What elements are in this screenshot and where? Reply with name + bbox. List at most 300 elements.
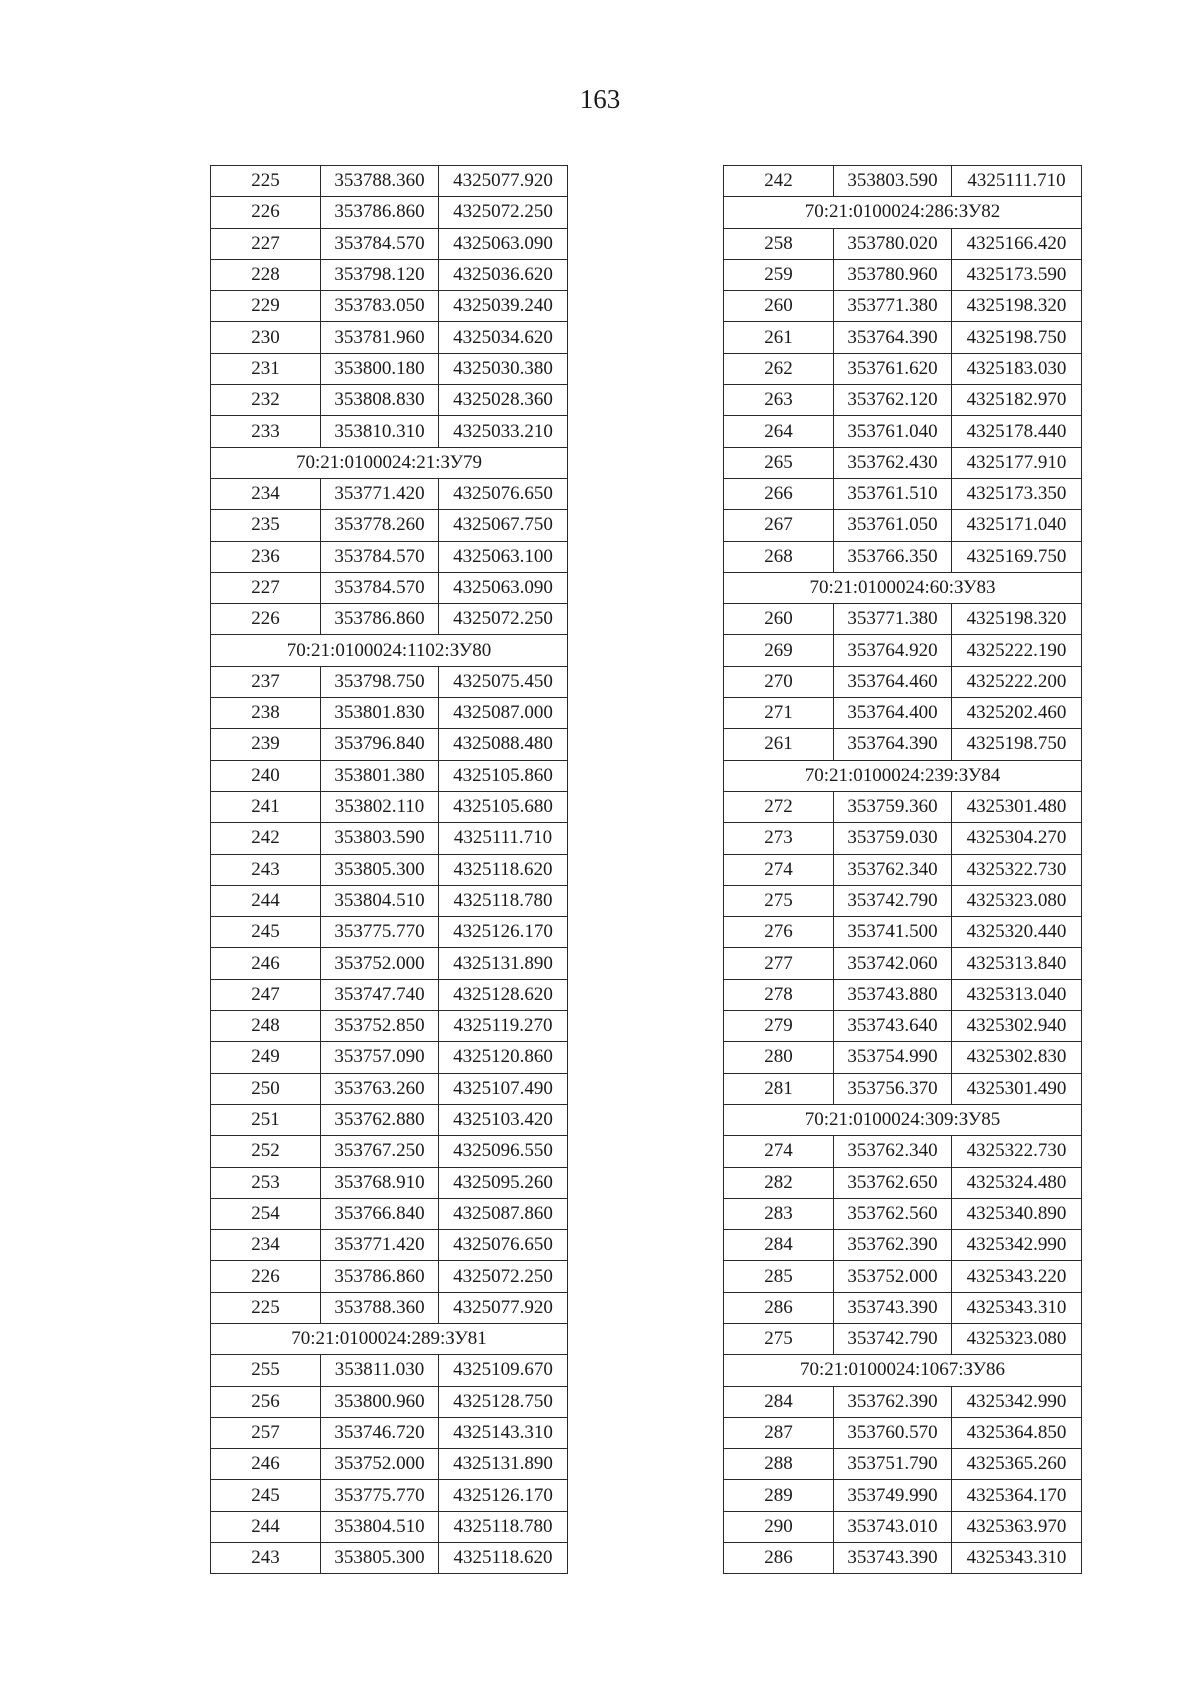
table-row xyxy=(724,510,1082,541)
cadastral-section-title: 70:21:0100024:286:ЗУ82 xyxy=(724,197,1082,228)
y-coordinate-cell: 4325324.480 xyxy=(952,1167,1082,1198)
x-coordinate-cell: 353762.390 xyxy=(834,1230,952,1261)
y-coordinate-cell: 4325118.780 xyxy=(439,885,568,916)
x-coordinate-cell: 353752.000 xyxy=(834,1261,952,1292)
table-row xyxy=(724,322,1082,353)
point-number-cell: 287 xyxy=(724,1417,834,1448)
x-coordinate-cell: 353810.310 xyxy=(321,416,439,447)
x-coordinate-cell: 353762.880 xyxy=(321,1104,439,1135)
table-row xyxy=(211,1042,568,1073)
point-number-cell: 285 xyxy=(724,1261,834,1292)
table-row xyxy=(211,823,568,854)
x-coordinate-cell: 353801.830 xyxy=(321,698,439,729)
point-number-cell: 270 xyxy=(724,666,834,697)
y-coordinate-cell: 4325067.750 xyxy=(439,510,568,541)
point-number-cell: 284 xyxy=(724,1230,834,1261)
table-row xyxy=(211,572,568,603)
point-number-cell: 286 xyxy=(724,1543,834,1574)
x-coordinate-cell: 353759.030 xyxy=(834,823,952,854)
point-number-cell: 229 xyxy=(211,291,321,322)
page-number: 163 xyxy=(579,84,621,114)
y-coordinate-cell: 4325118.780 xyxy=(439,1511,568,1542)
y-coordinate-cell: 4325036.620 xyxy=(439,259,568,290)
point-number-cell: 271 xyxy=(724,698,834,729)
point-number-cell: 273 xyxy=(724,823,834,854)
point-number-cell: 243 xyxy=(211,854,321,885)
table-row xyxy=(724,1042,1082,1073)
x-coordinate-cell: 353762.120 xyxy=(834,385,952,416)
table-row xyxy=(724,385,1082,416)
point-number-cell: 249 xyxy=(211,1042,321,1073)
table-row xyxy=(724,1073,1082,1104)
y-coordinate-cell: 4325343.220 xyxy=(952,1261,1082,1292)
point-number-cell: 225 xyxy=(211,1292,321,1323)
y-coordinate-cell: 4325030.380 xyxy=(439,353,568,384)
x-coordinate-cell: 353767.250 xyxy=(321,1136,439,1167)
y-coordinate-cell: 4325365.260 xyxy=(952,1449,1082,1480)
x-coordinate-cell: 353766.840 xyxy=(321,1198,439,1229)
y-coordinate-cell: 4325126.170 xyxy=(439,917,568,948)
y-coordinate-cell: 4325109.670 xyxy=(439,1355,568,1386)
table-row xyxy=(724,1136,1082,1167)
table-row xyxy=(211,1386,568,1417)
table-row xyxy=(724,698,1082,729)
table-row xyxy=(211,729,568,760)
x-coordinate-cell: 353766.350 xyxy=(834,541,952,572)
y-coordinate-cell: 4325222.200 xyxy=(952,666,1082,697)
x-coordinate-cell: 353786.860 xyxy=(321,604,439,635)
y-coordinate-cell: 4325063.090 xyxy=(439,228,568,259)
table-row xyxy=(724,478,1082,509)
y-coordinate-cell: 4325343.310 xyxy=(952,1543,1082,1574)
table-row xyxy=(211,979,568,1010)
table-row xyxy=(211,228,568,259)
y-coordinate-cell: 4325171.040 xyxy=(952,510,1082,541)
table-row xyxy=(724,1417,1082,1448)
y-coordinate-cell: 4325320.440 xyxy=(952,917,1082,948)
y-coordinate-cell: 4325342.990 xyxy=(952,1230,1082,1261)
table-row xyxy=(724,854,1082,885)
y-coordinate-cell: 4325322.730 xyxy=(952,1136,1082,1167)
x-coordinate-cell: 353804.510 xyxy=(321,885,439,916)
y-coordinate-cell: 4325075.450 xyxy=(439,666,568,697)
point-number-cell: 241 xyxy=(211,791,321,822)
x-coordinate-cell: 353754.990 xyxy=(834,1042,952,1073)
point-number-cell: 256 xyxy=(211,1386,321,1417)
y-coordinate-cell: 4325118.620 xyxy=(439,854,568,885)
point-number-cell: 290 xyxy=(724,1511,834,1542)
point-number-cell: 284 xyxy=(724,1386,834,1417)
y-coordinate-cell: 4325039.240 xyxy=(439,291,568,322)
y-coordinate-cell: 4325105.860 xyxy=(439,760,568,791)
point-number-cell: 243 xyxy=(211,1543,321,1574)
x-coordinate-cell: 353757.090 xyxy=(321,1042,439,1073)
y-coordinate-cell: 4325169.750 xyxy=(952,541,1082,572)
x-coordinate-cell: 353762.340 xyxy=(834,1136,952,1167)
table-row xyxy=(211,1511,568,1542)
x-coordinate-cell: 353775.770 xyxy=(321,1480,439,1511)
x-coordinate-cell: 353764.400 xyxy=(834,698,952,729)
y-coordinate-cell: 4325302.940 xyxy=(952,1011,1082,1042)
y-coordinate-cell: 4325364.170 xyxy=(952,1480,1082,1511)
table-row xyxy=(211,698,568,729)
x-coordinate-cell: 353760.570 xyxy=(834,1417,952,1448)
x-coordinate-cell: 353771.420 xyxy=(321,1230,439,1261)
table-row xyxy=(211,353,568,384)
y-coordinate-cell: 4325103.420 xyxy=(439,1104,568,1135)
point-number-cell: 246 xyxy=(211,1449,321,1480)
y-coordinate-cell: 4325198.750 xyxy=(952,322,1082,353)
point-number-cell: 282 xyxy=(724,1167,834,1198)
table-row xyxy=(211,666,568,697)
point-number-cell: 228 xyxy=(211,259,321,290)
point-number-cell: 225 xyxy=(211,166,321,197)
point-number-cell: 269 xyxy=(724,635,834,666)
y-coordinate-cell: 4325105.680 xyxy=(439,791,568,822)
table-row xyxy=(211,478,568,509)
point-number-cell: 258 xyxy=(724,228,834,259)
x-coordinate-cell: 353746.720 xyxy=(321,1417,439,1448)
y-coordinate-cell: 4325077.920 xyxy=(439,1292,568,1323)
x-coordinate-cell: 353798.120 xyxy=(321,259,439,290)
point-number-cell: 226 xyxy=(211,1261,321,1292)
table-row xyxy=(724,228,1082,259)
table-row xyxy=(211,1261,568,1292)
point-number-cell: 226 xyxy=(211,197,321,228)
table-row xyxy=(724,1386,1082,1417)
table-row xyxy=(211,166,568,197)
point-number-cell: 264 xyxy=(724,416,834,447)
point-number-cell: 230 xyxy=(211,322,321,353)
point-number-cell: 252 xyxy=(211,1136,321,1167)
x-coordinate-cell: 353803.590 xyxy=(834,166,952,197)
y-coordinate-cell: 4325033.210 xyxy=(439,416,568,447)
table-row xyxy=(724,1198,1082,1229)
y-coordinate-cell: 4325131.890 xyxy=(439,1449,568,1480)
y-coordinate-cell: 4325322.730 xyxy=(952,854,1082,885)
x-coordinate-cell: 353743.390 xyxy=(834,1543,952,1574)
y-coordinate-cell: 4325118.620 xyxy=(439,1543,568,1574)
table-row xyxy=(211,1417,568,1448)
x-coordinate-cell: 353780.960 xyxy=(834,259,952,290)
point-number-cell: 231 xyxy=(211,353,321,384)
point-number-cell: 265 xyxy=(724,447,834,478)
x-coordinate-cell: 353802.110 xyxy=(321,791,439,822)
point-number-cell: 275 xyxy=(724,885,834,916)
x-coordinate-cell: 353759.360 xyxy=(834,791,952,822)
x-coordinate-cell: 353764.390 xyxy=(834,729,952,760)
table-row xyxy=(211,510,568,541)
y-coordinate-cell: 4325028.360 xyxy=(439,385,568,416)
y-coordinate-cell: 4325313.840 xyxy=(952,948,1082,979)
x-coordinate-cell: 353761.050 xyxy=(834,510,952,541)
point-number-cell: 275 xyxy=(724,1323,834,1354)
y-coordinate-cell: 4325120.860 xyxy=(439,1042,568,1073)
table-row xyxy=(724,447,1082,478)
y-coordinate-cell: 4325063.100 xyxy=(439,541,568,572)
point-number-cell: 277 xyxy=(724,948,834,979)
table-row xyxy=(211,541,568,572)
y-coordinate-cell: 4325313.040 xyxy=(952,979,1082,1010)
x-coordinate-cell: 353764.460 xyxy=(834,666,952,697)
y-coordinate-cell: 4325222.190 xyxy=(952,635,1082,666)
point-number-cell: 234 xyxy=(211,1230,321,1261)
point-number-cell: 226 xyxy=(211,604,321,635)
table-row xyxy=(724,416,1082,447)
table-row xyxy=(211,1073,568,1104)
section-header-row xyxy=(724,197,1082,228)
table-row xyxy=(724,666,1082,697)
y-coordinate-cell: 4325131.890 xyxy=(439,948,568,979)
table-row xyxy=(724,1480,1082,1511)
x-coordinate-cell: 353784.570 xyxy=(321,541,439,572)
table-row xyxy=(211,385,568,416)
y-coordinate-cell: 4325173.350 xyxy=(952,478,1082,509)
point-number-cell: 288 xyxy=(724,1449,834,1480)
table-row xyxy=(211,416,568,447)
x-coordinate-cell: 353800.180 xyxy=(321,353,439,384)
table-row xyxy=(211,1480,568,1511)
table-row xyxy=(724,259,1082,290)
section-header-row xyxy=(724,1355,1082,1386)
coordinates-table-right xyxy=(723,165,1082,1574)
point-number-cell: 279 xyxy=(724,1011,834,1042)
y-coordinate-cell: 4325107.490 xyxy=(439,1073,568,1104)
cadastral-section-title: 70:21:0100024:239:ЗУ84 xyxy=(724,760,1082,791)
cadastral-section-title: 70:21:0100024:1067:ЗУ86 xyxy=(724,1355,1082,1386)
y-coordinate-cell: 4325183.030 xyxy=(952,353,1082,384)
point-number-cell: 244 xyxy=(211,885,321,916)
point-number-cell: 255 xyxy=(211,1355,321,1386)
y-coordinate-cell: 4325304.270 xyxy=(952,823,1082,854)
x-coordinate-cell: 353784.570 xyxy=(321,572,439,603)
x-coordinate-cell: 353756.370 xyxy=(834,1073,952,1104)
x-coordinate-cell: 353780.020 xyxy=(834,228,952,259)
table-row xyxy=(211,854,568,885)
y-coordinate-cell: 4325076.650 xyxy=(439,478,568,509)
point-number-cell: 234 xyxy=(211,478,321,509)
cadastral-section-title: 70:21:0100024:60:ЗУ83 xyxy=(724,572,1082,603)
table-row xyxy=(724,604,1082,635)
table-row xyxy=(724,353,1082,384)
table-row xyxy=(724,823,1082,854)
y-coordinate-cell: 4325343.310 xyxy=(952,1292,1082,1323)
x-coordinate-cell: 353764.390 xyxy=(834,322,952,353)
point-number-cell: 289 xyxy=(724,1480,834,1511)
y-coordinate-cell: 4325364.850 xyxy=(952,1417,1082,1448)
y-coordinate-cell: 4325088.480 xyxy=(439,729,568,760)
y-coordinate-cell: 4325076.650 xyxy=(439,1230,568,1261)
section-header-row xyxy=(211,635,568,666)
table-row xyxy=(211,1230,568,1261)
table-row xyxy=(724,1323,1082,1354)
x-coordinate-cell: 353786.860 xyxy=(321,1261,439,1292)
point-number-cell: 283 xyxy=(724,1198,834,1229)
x-coordinate-cell: 353762.390 xyxy=(834,1386,952,1417)
point-number-cell: 248 xyxy=(211,1011,321,1042)
x-coordinate-cell: 353788.360 xyxy=(321,166,439,197)
table-row xyxy=(211,948,568,979)
point-number-cell: 235 xyxy=(211,510,321,541)
y-coordinate-cell: 4325323.080 xyxy=(952,1323,1082,1354)
y-coordinate-cell: 4325342.990 xyxy=(952,1386,1082,1417)
x-coordinate-cell: 353800.960 xyxy=(321,1386,439,1417)
x-coordinate-cell: 353751.790 xyxy=(834,1449,952,1480)
y-coordinate-cell: 4325087.860 xyxy=(439,1198,568,1229)
x-coordinate-cell: 353811.030 xyxy=(321,1355,439,1386)
cadastral-section-title: 70:21:0100024:1102:ЗУ80 xyxy=(211,635,568,666)
table-row xyxy=(724,1261,1082,1292)
point-number-cell: 244 xyxy=(211,1511,321,1542)
x-coordinate-cell: 353741.500 xyxy=(834,917,952,948)
point-number-cell: 239 xyxy=(211,729,321,760)
point-number-cell: 261 xyxy=(724,729,834,760)
point-number-cell: 242 xyxy=(724,166,834,197)
x-coordinate-cell: 353749.990 xyxy=(834,1480,952,1511)
point-number-cell: 245 xyxy=(211,1480,321,1511)
x-coordinate-cell: 353742.790 xyxy=(834,1323,952,1354)
y-coordinate-cell: 4325202.460 xyxy=(952,698,1082,729)
section-header-row xyxy=(211,447,568,478)
y-coordinate-cell: 4325111.710 xyxy=(952,166,1082,197)
y-coordinate-cell: 4325063.090 xyxy=(439,572,568,603)
x-coordinate-cell: 353771.380 xyxy=(834,291,952,322)
x-coordinate-cell: 353752.000 xyxy=(321,1449,439,1480)
x-coordinate-cell: 353761.510 xyxy=(834,478,952,509)
x-coordinate-cell: 353805.300 xyxy=(321,854,439,885)
y-coordinate-cell: 4325096.550 xyxy=(439,1136,568,1167)
point-number-cell: 268 xyxy=(724,541,834,572)
x-coordinate-cell: 353805.300 xyxy=(321,1543,439,1574)
y-coordinate-cell: 4325340.890 xyxy=(952,1198,1082,1229)
x-coordinate-cell: 353804.510 xyxy=(321,1511,439,1542)
y-coordinate-cell: 4325198.320 xyxy=(952,291,1082,322)
point-number-cell: 232 xyxy=(211,385,321,416)
x-coordinate-cell: 353801.380 xyxy=(321,760,439,791)
y-coordinate-cell: 4325034.620 xyxy=(439,322,568,353)
coordinates-table-left xyxy=(210,165,568,1574)
y-coordinate-cell: 4325182.970 xyxy=(952,385,1082,416)
table-row xyxy=(211,1167,568,1198)
table-row xyxy=(724,948,1082,979)
table-row xyxy=(724,635,1082,666)
point-number-cell: 250 xyxy=(211,1073,321,1104)
x-coordinate-cell: 353763.260 xyxy=(321,1073,439,1104)
table-row xyxy=(724,1292,1082,1323)
table-row xyxy=(724,791,1082,822)
point-number-cell: 257 xyxy=(211,1417,321,1448)
section-header-row xyxy=(724,1104,1082,1135)
x-coordinate-cell: 353778.260 xyxy=(321,510,439,541)
point-number-cell: 227 xyxy=(211,228,321,259)
x-coordinate-cell: 353775.770 xyxy=(321,917,439,948)
section-header-row xyxy=(724,572,1082,603)
table-row xyxy=(211,917,568,948)
y-coordinate-cell: 4325072.250 xyxy=(439,1261,568,1292)
point-number-cell: 280 xyxy=(724,1042,834,1073)
table-row xyxy=(211,1104,568,1135)
table-row xyxy=(211,1136,568,1167)
point-number-cell: 253 xyxy=(211,1167,321,1198)
y-coordinate-cell: 4325173.590 xyxy=(952,259,1082,290)
y-coordinate-cell: 4325323.080 xyxy=(952,885,1082,916)
cadastral-section-title: 70:21:0100024:309:ЗУ85 xyxy=(724,1104,1082,1135)
x-coordinate-cell: 353743.390 xyxy=(834,1292,952,1323)
point-number-cell: 247 xyxy=(211,979,321,1010)
point-number-cell: 286 xyxy=(724,1292,834,1323)
point-number-cell: 261 xyxy=(724,322,834,353)
x-coordinate-cell: 353762.560 xyxy=(834,1198,952,1229)
y-coordinate-cell: 4325128.750 xyxy=(439,1386,568,1417)
table-row xyxy=(724,979,1082,1010)
y-coordinate-cell: 4325363.970 xyxy=(952,1511,1082,1542)
table-row xyxy=(211,197,568,228)
point-number-cell: 267 xyxy=(724,510,834,541)
y-coordinate-cell: 4325302.830 xyxy=(952,1042,1082,1073)
y-coordinate-cell: 4325126.170 xyxy=(439,1480,568,1511)
x-coordinate-cell: 353743.640 xyxy=(834,1011,952,1042)
point-number-cell: 263 xyxy=(724,385,834,416)
table-row xyxy=(724,1543,1082,1574)
table-row xyxy=(211,291,568,322)
y-coordinate-cell: 4325119.270 xyxy=(439,1011,568,1042)
cadastral-section-title: 70:21:0100024:289:ЗУ81 xyxy=(211,1323,568,1354)
y-coordinate-cell: 4325177.910 xyxy=(952,447,1082,478)
x-coordinate-cell: 353771.380 xyxy=(834,604,952,635)
y-coordinate-cell: 4325095.260 xyxy=(439,1167,568,1198)
y-coordinate-cell: 4325072.250 xyxy=(439,197,568,228)
y-coordinate-cell: 4325301.490 xyxy=(952,1073,1082,1104)
x-coordinate-cell: 353747.740 xyxy=(321,979,439,1010)
point-number-cell: 240 xyxy=(211,760,321,791)
x-coordinate-cell: 353788.360 xyxy=(321,1292,439,1323)
point-number-cell: 254 xyxy=(211,1198,321,1229)
table-row xyxy=(724,541,1082,572)
table-row xyxy=(724,1230,1082,1261)
y-coordinate-cell: 4325178.440 xyxy=(952,416,1082,447)
table-row xyxy=(211,1198,568,1229)
point-number-cell: 242 xyxy=(211,823,321,854)
x-coordinate-cell: 353781.960 xyxy=(321,322,439,353)
table-row xyxy=(724,1167,1082,1198)
table-row xyxy=(211,1449,568,1480)
table-row xyxy=(211,604,568,635)
table-row xyxy=(724,1511,1082,1542)
point-number-cell: 260 xyxy=(724,604,834,635)
y-coordinate-cell: 4325198.750 xyxy=(952,729,1082,760)
table-row xyxy=(211,1543,568,1574)
point-number-cell: 274 xyxy=(724,854,834,885)
x-coordinate-cell: 353786.860 xyxy=(321,197,439,228)
point-number-cell: 251 xyxy=(211,1104,321,1135)
x-coordinate-cell: 353761.040 xyxy=(834,416,952,447)
point-number-cell: 272 xyxy=(724,791,834,822)
cadastral-section-title: 70:21:0100024:21:ЗУ79 xyxy=(211,447,568,478)
y-coordinate-cell: 4325128.620 xyxy=(439,979,568,1010)
y-coordinate-cell: 4325301.480 xyxy=(952,791,1082,822)
table-row xyxy=(211,1292,568,1323)
x-coordinate-cell: 353771.420 xyxy=(321,478,439,509)
section-header-row xyxy=(724,760,1082,791)
table-row xyxy=(211,791,568,822)
y-coordinate-cell: 4325143.310 xyxy=(439,1417,568,1448)
x-coordinate-cell: 353768.910 xyxy=(321,1167,439,1198)
y-coordinate-cell: 4325111.710 xyxy=(439,823,568,854)
x-coordinate-cell: 353761.620 xyxy=(834,353,952,384)
table-row xyxy=(211,760,568,791)
point-number-cell: 236 xyxy=(211,541,321,572)
x-coordinate-cell: 353742.790 xyxy=(834,885,952,916)
